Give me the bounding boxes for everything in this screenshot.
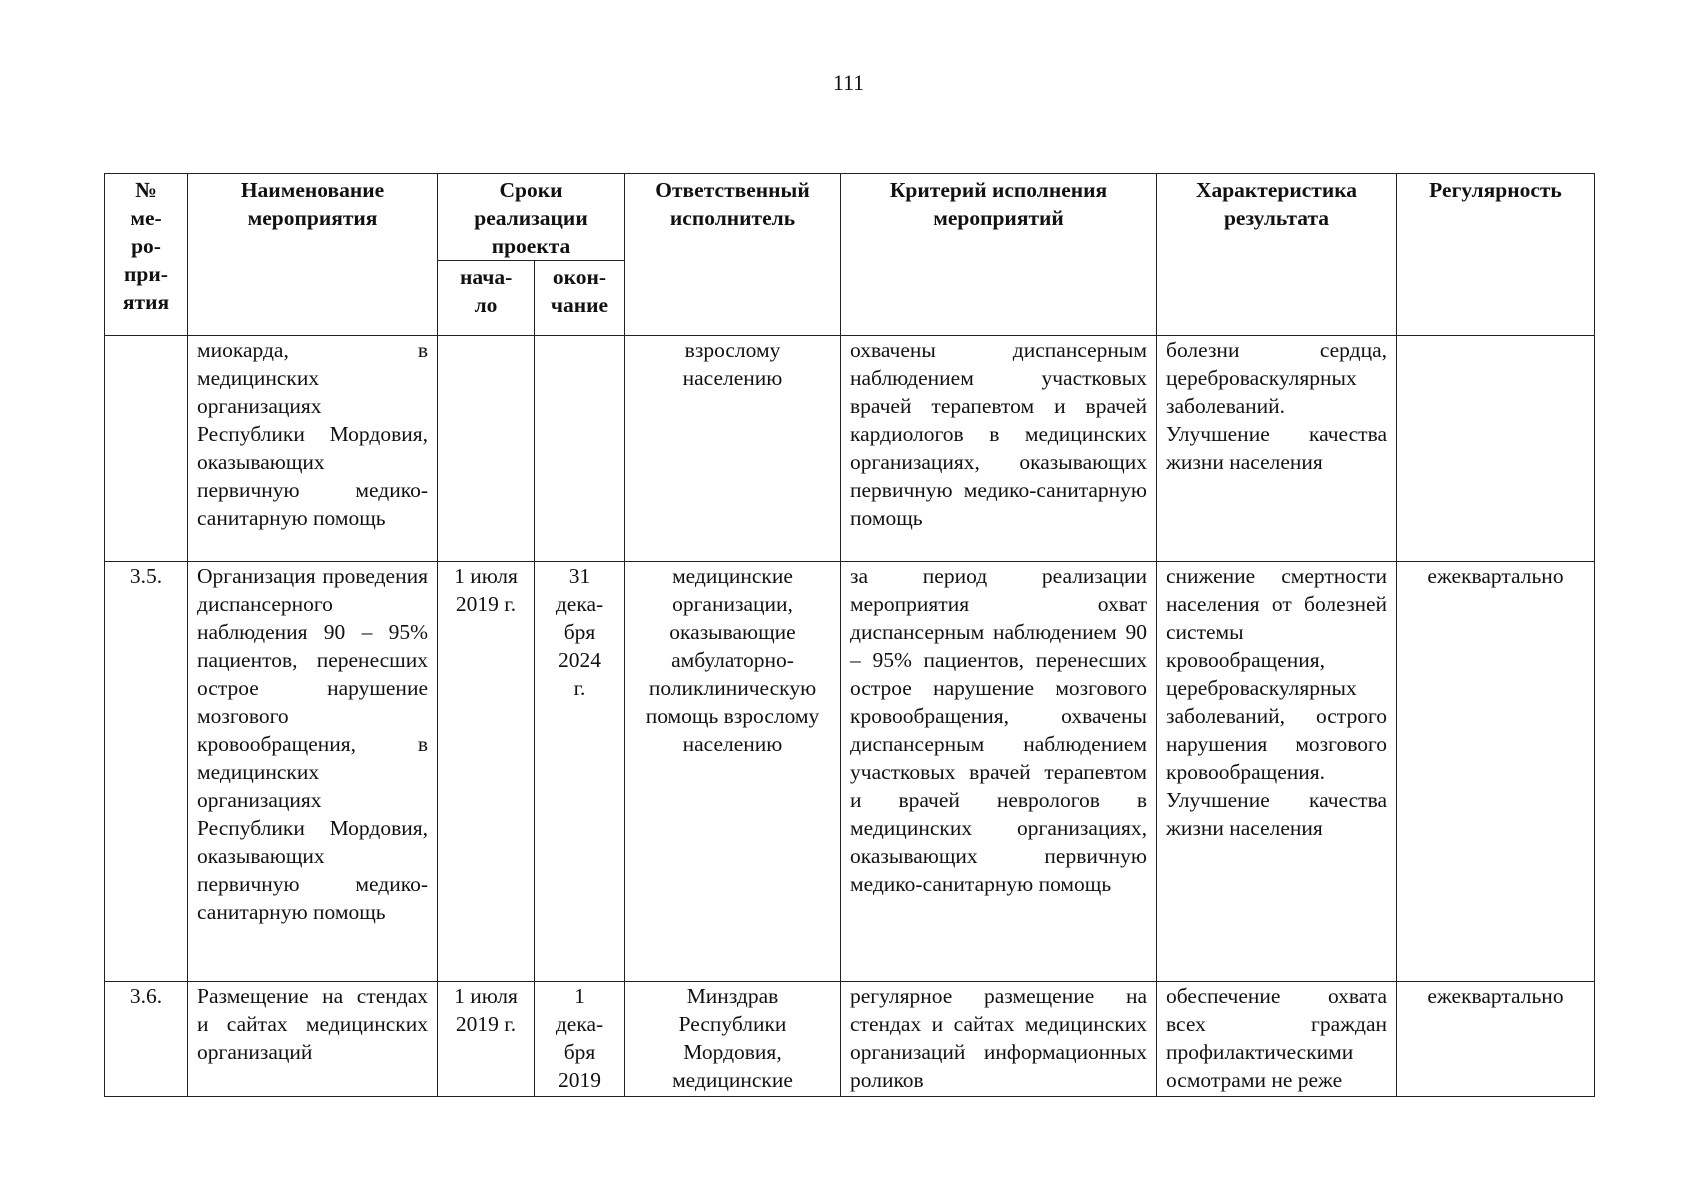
cell-criterion: регулярное размещение на стендах и сайтах медицинских организаций информационных роликов [841,982,1157,1097]
header-result: Характеристика результата [1157,174,1397,336]
cell-num: 3.6. [105,982,188,1097]
cell-regularity: ежеквартально [1397,562,1595,982]
table-row [105,336,1595,562]
cell-end-text: 1 дека-бря 2019 [555,984,604,1092]
cell-name: миокарда, в медицинских организациях Республики Мордовия, оказывающих первичную медико-санитарную помощь [188,336,438,562]
cell-name: Размещение на стендах и сайтах медицинских организаций [188,982,438,1097]
cell-end-text: 31 дека-бря 2024 г. [555,564,604,700]
cell-criterion: охвачены диспансерным наблюдением участковых врачей терапевтом и врачей кардиологов в медицинских организациях, оказывающих первичную медико-санитарную помощь [841,336,1157,562]
cell-regularity [1397,336,1595,562]
cell-result: снижение смертности населения от болезней системы кровообращения, цереброваскулярных заболеваний, острого нарушения мозгового кровообращения. Улучшение качества жизни населения [1157,562,1397,982]
header-terms: Сроки реализации проекта [438,174,625,261]
header-start-text: нача-ло [460,265,513,317]
page-number: 111 [832,70,865,95]
cell-end [535,562,625,982]
cell-regularity: ежеквартально [1397,982,1595,1097]
cell-end [535,336,625,562]
cell-responsible: Минздрав Республики Мордовия, медицинские [625,982,841,1097]
cell-start [438,982,535,1097]
cell-start-text: 1 июля 2019 г. [454,984,518,1036]
cell-start [438,336,535,562]
cell-result: обеспечение охвата всех граждан профилактическими осмотрами не реже [1157,982,1397,1097]
header-end [535,261,625,336]
cell-responsible: взрослому населению [625,336,841,562]
cell-start [438,562,535,982]
events-table [104,173,1595,1097]
cell-criterion: за период реализации мероприятия охват диспансерным наблюдением 90 – 95% пациентов, перенесших острое нарушение мозгового кровообращения, охвачены диспансерным наблюдением участковых врачей терапевтом и врачей неврологов в медицинских организациях, оказывающих первичную медико-санитарную помощь [841,562,1157,982]
cell-num: 3.5. [105,562,188,982]
cell-result: болезни сердца, цереброваскулярных заболеваний. Улучшение качества жизни населения [1157,336,1397,562]
header-criterion: Критерий исполнения мероприятий [841,174,1157,336]
cell-end [535,982,625,1097]
header-num [105,174,188,336]
header-name: Наименование мероприятия [188,174,438,336]
cell-name: Организация проведения диспансерного наблюдения 90 – 95% пациентов, перенесших острое нарушение мозгового кровообращения, в медицинских организациях Республики Мордовия, оказывающих первичную медико-санитарную помощь [188,562,438,982]
table-row [105,982,1595,1097]
cell-responsible: медицинские организации, оказывающие амбулаторно-поликлиническую помощь взрослому населению [625,562,841,982]
header-end-text: окон-чание [550,265,609,317]
header-start [438,261,535,336]
header-num-text: № ме-ро-при-ятия [122,178,170,314]
header-responsible: Ответственный исполнитель [625,174,841,336]
cell-start-text: 1 июля 2019 г. [454,564,518,616]
table-row [105,562,1595,982]
cell-num [105,336,188,562]
header-regularity: Регулярность [1397,174,1595,336]
